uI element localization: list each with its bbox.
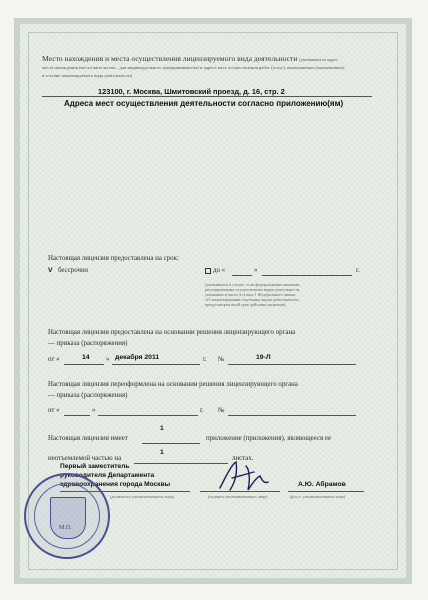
activity-addresses-label: Адреса мест осуществления деятельности согласно приложению(ям) bbox=[64, 99, 344, 108]
stamp-label: М.П. bbox=[59, 525, 72, 531]
term-note-2: регулирующими осуществление видов деятельности, bbox=[205, 287, 301, 292]
term-close-quote: » bbox=[254, 267, 258, 274]
term-until-checkbox bbox=[205, 268, 211, 274]
grant-number-line bbox=[228, 364, 356, 365]
grant-day-line bbox=[64, 364, 104, 365]
reissue-month-line bbox=[98, 415, 198, 416]
position-caption: (должность уполномоченного лица) bbox=[110, 494, 175, 499]
term-until-label: до « bbox=[213, 267, 226, 274]
annex-line-1-end: приложение (приложения), являющееся ее bbox=[206, 435, 332, 442]
grant-close-quote: » bbox=[106, 356, 110, 363]
location-header bbox=[42, 55, 352, 79]
reissue-line-1: Настоящая лицензия переоформлена на основании решения лицензирующего органа bbox=[48, 381, 298, 388]
grant-number-label: № bbox=[218, 356, 225, 363]
location-subtitle-2: в составе лицензируемого вида деятельности) bbox=[42, 73, 133, 78]
grant-year-suffix: г. bbox=[203, 356, 207, 363]
term-year-suffix: г. bbox=[356, 267, 360, 274]
annex-sheets: 1 bbox=[160, 449, 164, 456]
reissue-line-2: — приказа (распоряжения) bbox=[48, 392, 128, 399]
signatory-position-2: руководителя Департамента bbox=[60, 472, 155, 479]
term-note-4: «О лицензировании отдельных видов деятельности», bbox=[205, 297, 301, 302]
reissue-from: от « bbox=[48, 407, 60, 414]
grant-number: 19-Л bbox=[256, 354, 271, 361]
signatory-name: А.Ю. Абрамов bbox=[298, 481, 346, 488]
term-label: Настоящая лицензия предоставлена на срок: bbox=[48, 255, 179, 262]
term-day-line bbox=[232, 275, 252, 276]
grant-line-2: — приказа (распоряжения) bbox=[48, 340, 128, 347]
annex-count: 1 bbox=[160, 425, 164, 432]
official-seal bbox=[24, 473, 110, 559]
reissue-close-quote: » bbox=[92, 407, 96, 414]
grant-line-1: Настоящая лицензия предоставлена на основании решения лицензирующего органа bbox=[48, 329, 296, 336]
signatory-position-3: здравоохранения города Москвы bbox=[60, 481, 171, 488]
grant-day: 14 bbox=[82, 354, 90, 361]
annex-line-2-end: листах. bbox=[232, 455, 254, 462]
annex-line-2-start: неотъемлемой частью на bbox=[48, 455, 122, 462]
term-footnote bbox=[205, 282, 345, 307]
location-title: Место нахождения и места осуществления лицензируемого вида деятельности bbox=[42, 54, 298, 63]
annex-sheets-line bbox=[134, 463, 228, 464]
name-caption: (ф.и.о. уполномоченного лица) bbox=[290, 494, 346, 499]
annex-line-1-start: Настоящая лицензия имеет bbox=[48, 435, 128, 442]
name-line bbox=[288, 491, 364, 492]
address-underline bbox=[42, 96, 372, 97]
reissue-number-label: № bbox=[218, 407, 225, 414]
moscow-emblem-icon bbox=[50, 497, 86, 539]
location-title-note: (указываются адрес bbox=[299, 57, 338, 62]
term-month-line bbox=[262, 275, 352, 276]
term-note-1: (указывается в случае, если федеральными законами, bbox=[205, 282, 301, 287]
term-note-3: указанных в части 4 статьи 1 Федерального закона bbox=[205, 292, 296, 297]
registered-address: 123100, г. Москва, Шмитовский проезд, д. 16, стр. 2 bbox=[98, 87, 285, 96]
signature-caption: (подпись уполномоченного лица) bbox=[208, 494, 268, 499]
reissue-day-line bbox=[64, 415, 90, 416]
handwritten-signature bbox=[216, 456, 276, 496]
grant-month-line bbox=[112, 364, 200, 365]
term-indefinite: бессрочно bbox=[58, 267, 89, 274]
signatory-position-1: Первый заместитель bbox=[60, 463, 130, 470]
term-note-5: предусмотрен иной срок действия лицензии) bbox=[205, 302, 286, 307]
annex-count-line bbox=[142, 443, 200, 444]
grant-from: от « bbox=[48, 356, 60, 363]
reissue-year-suffix: г. bbox=[200, 407, 204, 414]
location-subtitle-1: места нахождения (места жительства – для индивидуального предпринимателя) и адреса мест осуществления работ (услуг), выполняемых (оказываемых) bbox=[42, 65, 345, 70]
reissue-number-line bbox=[228, 415, 356, 416]
grant-month-year: декабря 2011 bbox=[115, 354, 160, 361]
indefinite-check-mark: V bbox=[48, 267, 53, 274]
